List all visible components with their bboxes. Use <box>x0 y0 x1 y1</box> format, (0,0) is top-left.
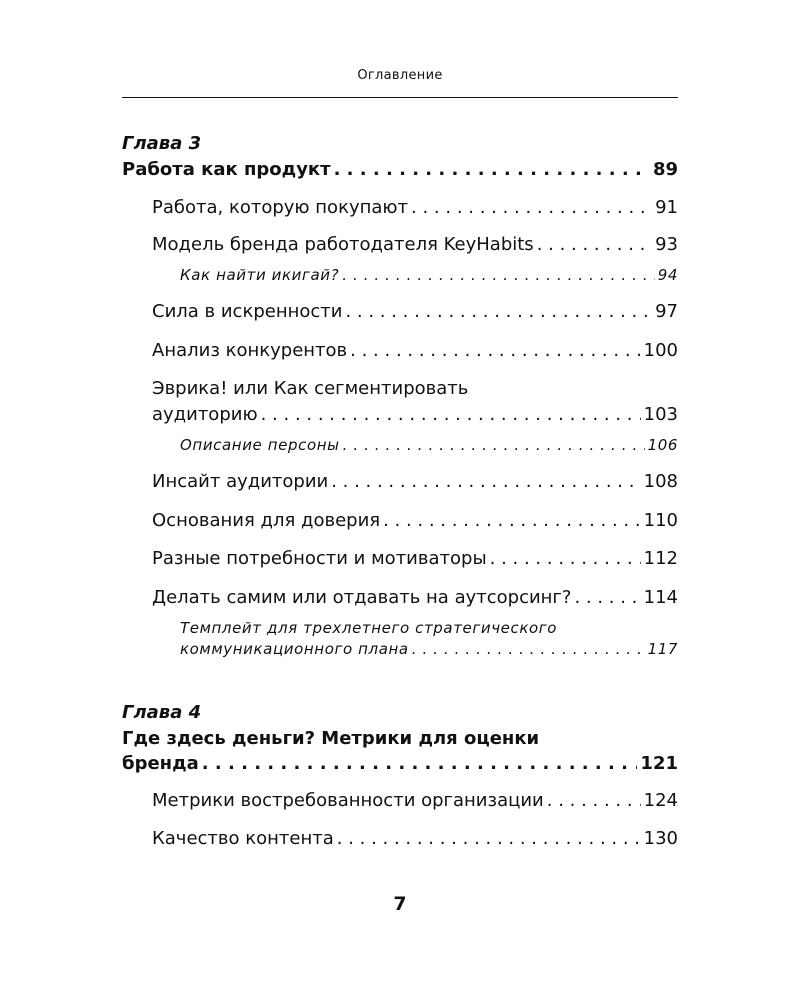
running-head: Оглавление <box>357 68 443 83</box>
toc-entry-chapter4-line1: Где здесь деньги? Метрики для оценки <box>122 728 540 749</box>
toc-entry[interactable] <box>152 790 678 811</box>
toc-entry-title: Работа, которую покупают <box>152 197 409 218</box>
toc-entry-page: 121 <box>640 753 678 774</box>
toc-entry-title: Как найти икигай? <box>180 266 340 284</box>
toc-entry-title: Разные потребности и мотиваторы <box>152 548 487 569</box>
toc-entry-page: 110 <box>643 510 678 531</box>
toc-entry-page: 97 <box>655 301 678 322</box>
chapter-label: Глава 4 <box>122 702 202 723</box>
leader-dots <box>412 640 645 658</box>
toc-entry-title: Сила в искренности <box>152 301 343 322</box>
toc-entry-page: 103 <box>643 404 678 425</box>
toc-subentry-title-line1: Темплейт для трехлетнего стратегического <box>180 619 558 637</box>
toc-entry-title: Работа как продукт <box>122 159 331 180</box>
leader-dots <box>337 828 641 849</box>
toc-subentry[interactable] <box>180 266 678 284</box>
toc-entry-page: 94 <box>657 266 678 284</box>
leader-dots <box>334 159 650 180</box>
chapter-label: Глава 3 <box>122 133 202 154</box>
toc-subentry[interactable] <box>180 640 678 658</box>
toc-entry[interactable] <box>152 404 678 425</box>
toc-entry[interactable] <box>152 340 678 361</box>
leader-dots <box>537 234 652 255</box>
toc-entry-title: Модель бренда работодателя KeyHabits <box>152 234 534 255</box>
toc-entry-title-line1: Эврика! или Как сегментировать <box>152 378 469 399</box>
toc-entry-page: 93 <box>655 234 678 255</box>
toc-entry-title: Инсайт аудитории <box>152 471 329 492</box>
toc-entry-page: 117 <box>647 640 678 658</box>
toc-entry-title: коммуникационного плана <box>180 640 409 658</box>
leader-dots <box>343 436 645 454</box>
toc-entry-page: 124 <box>643 790 678 811</box>
leader-dots <box>345 301 652 322</box>
toc-entry-title: Анализ конкурентов <box>152 340 348 361</box>
toc-subentry[interactable] <box>180 436 678 454</box>
leader-dots <box>490 548 641 569</box>
toc-entry-title: Метрики востребованности организации <box>152 790 544 811</box>
leader-dots <box>261 404 641 425</box>
toc-entry-page: 112 <box>643 548 678 569</box>
leader-dots <box>350 340 640 361</box>
toc-entry[interactable] <box>152 510 678 531</box>
toc-entry-page: 108 <box>643 471 678 492</box>
toc-entry-title: Описание персоны <box>180 436 340 454</box>
toc-entry[interactable] <box>152 197 678 218</box>
toc-entry-title: Качество контента <box>152 828 334 849</box>
toc-entry-title: Делать самим или отдавать на аутсорсинг? <box>152 587 572 608</box>
leader-dots <box>342 266 654 284</box>
toc-entry-page: 114 <box>643 587 678 608</box>
toc-entry[interactable] <box>152 234 678 255</box>
toc-entry-page: 89 <box>652 159 678 180</box>
toc-entry-page: 100 <box>643 340 678 361</box>
header-rule <box>122 97 678 98</box>
toc-entry-title: бренда <box>122 753 199 774</box>
leader-dots <box>383 510 641 531</box>
page-number: 7 <box>393 893 407 915</box>
leader-dots <box>411 197 652 218</box>
leader-dots <box>574 587 640 608</box>
toc-entry-chapter4[interactable] <box>122 753 678 774</box>
toc-entry-title: Основания для доверия <box>152 510 381 531</box>
toc-entry[interactable] <box>152 548 678 569</box>
toc-entry-page: 130 <box>643 828 678 849</box>
toc-entry[interactable] <box>152 828 678 849</box>
toc-entry-page: 91 <box>655 197 678 218</box>
leader-dots <box>331 471 640 492</box>
toc-entry[interactable] <box>152 301 678 322</box>
leader-dots <box>202 753 638 774</box>
toc-entry-page: 106 <box>647 436 678 454</box>
toc-entry-chapter3[interactable] <box>122 159 678 180</box>
toc-entry-title: аудиторию <box>152 404 258 425</box>
toc-entry[interactable] <box>152 471 678 492</box>
toc-entry[interactable] <box>152 587 678 608</box>
leader-dots <box>547 790 641 811</box>
